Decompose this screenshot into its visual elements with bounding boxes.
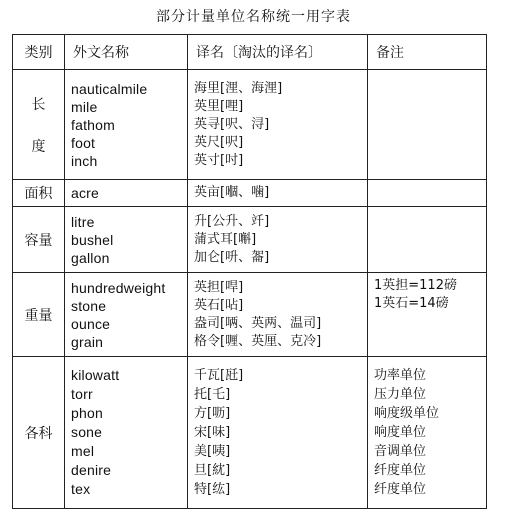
foreign-name-list [65,180,188,207]
list-item: bushel [71,231,114,248]
list-item: 英里[哩] [194,98,244,114]
list-item: 方[呖] [194,406,231,421]
list-item: 特[纮] [194,482,231,497]
list-item: 英亩[嗰、噛] [194,185,270,200]
list-item: torr [71,386,93,402]
category-capacity: 容量 [13,207,65,273]
foreign-name-list [65,273,188,357]
list-item: stone [71,297,107,314]
list-item: 加仑[呏、嗧] [194,249,270,265]
translated-name-list [188,273,368,357]
list-item: inch [71,152,98,169]
category-weight: 重量 [13,273,65,357]
list-item: gallon [71,249,110,266]
list-item: foot [71,134,96,151]
list-item: 盎司[唡、英两、温司] [194,315,322,331]
table-row [13,357,487,509]
list-item: 托[乇] [194,387,231,402]
list-item: tex [71,481,91,497]
translated-name-list [188,357,368,509]
category-length: 长 度 [13,70,65,180]
list-item: litre [71,213,95,230]
list-item: 响度级单位 [374,406,440,421]
list-item: 英寸[吋] [194,152,244,168]
list-item: grain [71,333,104,350]
table-row [13,207,487,273]
list-item: 宋[味] [194,425,231,440]
foreign-name-list [65,70,188,180]
list-item: 美[咦] [194,444,231,459]
table-row [13,70,487,180]
list-item: acre [71,185,100,201]
list-item: 英石[呫] [194,297,244,313]
header-notes: 备注 [368,35,487,70]
category-misc: 各科 [13,357,65,509]
list-item: 升[公升、竏] [194,213,270,229]
list-item: 旦[紞] [194,463,231,478]
list-item: 海里[浬、海浬] [194,80,283,96]
list-item: 功率单位 [374,368,427,383]
page-title: 部分计量单位名称统一用字表 [156,9,351,25]
notes-list [368,357,487,509]
list-item: fathom [71,116,115,133]
list-item: 英担[哻] [194,279,244,295]
list-item: kilowatt [71,367,120,383]
foreign-name-list [65,357,188,509]
unit-table [12,34,487,509]
table-row [13,180,487,207]
list-item: phon [71,405,103,421]
list-item: 响度单位 [374,425,427,440]
notes-cell [368,70,487,180]
list-item: 纤度单位 [374,463,427,478]
list-item: 1英担=112磅 [374,278,457,293]
list-item: sone [71,424,103,440]
list-item: 音调单位 [374,444,427,459]
list-item: denire [71,462,112,478]
list-item: 压力单位 [374,387,427,402]
notes-list [368,273,487,357]
table-row [13,273,487,357]
list-item: nauticalmile [71,80,148,97]
header-category: 类别 [13,35,65,70]
list-item: hundredweight [71,279,166,296]
header-foreign-name: 外文名称 [65,35,188,70]
list-item: 英尺[呎] [194,134,244,150]
list-item: mile [71,98,98,115]
list-item: ounce [71,315,111,332]
list-item: 蒲式耳[嘝] [194,231,257,247]
list-item: 格令[喱、英厘、克冷] [194,333,322,349]
list-item: 英寻[呎、浔] [194,116,270,132]
translated-name-list [188,207,368,273]
header-row [13,35,487,70]
list-item: 1英石=14磅 [374,296,449,311]
list-item: 纤度单位 [374,482,427,497]
header-translated-name: 译名〔淘汰的译名〕 [188,35,368,70]
notes-cell [368,207,487,273]
category-area: 面积 [13,180,65,207]
list-item: 千瓦[瓩] [194,368,244,383]
notes-cell [368,180,487,207]
list-item: mel [71,443,95,459]
translated-name-list [188,180,368,207]
translated-name-list [188,70,368,180]
foreign-name-list [65,207,188,273]
